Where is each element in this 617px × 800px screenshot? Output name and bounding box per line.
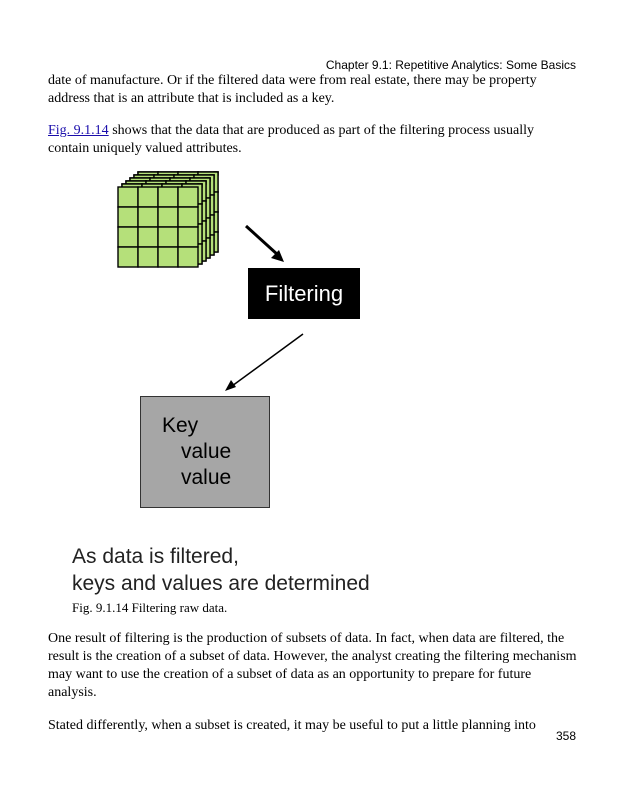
paragraph-intro: date of manufacture. Or if the filtered data were from real estate, there may be property address that is an attribute that is included as a key.: [48, 73, 537, 106]
figure-caption: Fig. 9.1.14 Filtering raw data.: [72, 600, 228, 615]
arrow-to-filter-icon: [240, 222, 290, 267]
paragraph-figure-reference-text: shows that the data that are produced as part of the filtering process usually contain uniquely valued attributes.: [48, 123, 534, 156]
paragraph-figure-reference: [48, 122, 578, 158]
key-value-box: [140, 396, 270, 508]
filtering-box: [248, 268, 360, 319]
paragraph-filtering-result: One result of filtering is the production of subsets of data. In fact, when data are filtered, the result is the creation of a subset of data. However, the analyst creating the filtering mechanism may want to use the creation of a subset of data as an opportunity to prepare for future analysis.: [48, 631, 577, 700]
arrow-to-key-icon: [220, 330, 310, 395]
page-number: 358: [555, 729, 576, 743]
figure-link[interactable]: Fig. 9.1.14: [48, 123, 109, 138]
filtering-label: Filtering: [264, 280, 344, 306]
figure-summary-line-2: keys and values are determined: [72, 572, 370, 595]
value-label-2: value: [181, 466, 232, 489]
figure-summary-line-1: As data is filtered,: [72, 545, 239, 568]
value-label-1: value: [181, 440, 232, 463]
paragraph-stated-differently: Stated differently, when a subset is created, it may be useful to put a little planning into: [48, 718, 536, 733]
chapter-header: Chapter 9.1: Repetitive Analytics: Some Basics: [325, 58, 576, 72]
key-label: Key: [162, 414, 199, 437]
data-cube-icon: [110, 165, 250, 280]
